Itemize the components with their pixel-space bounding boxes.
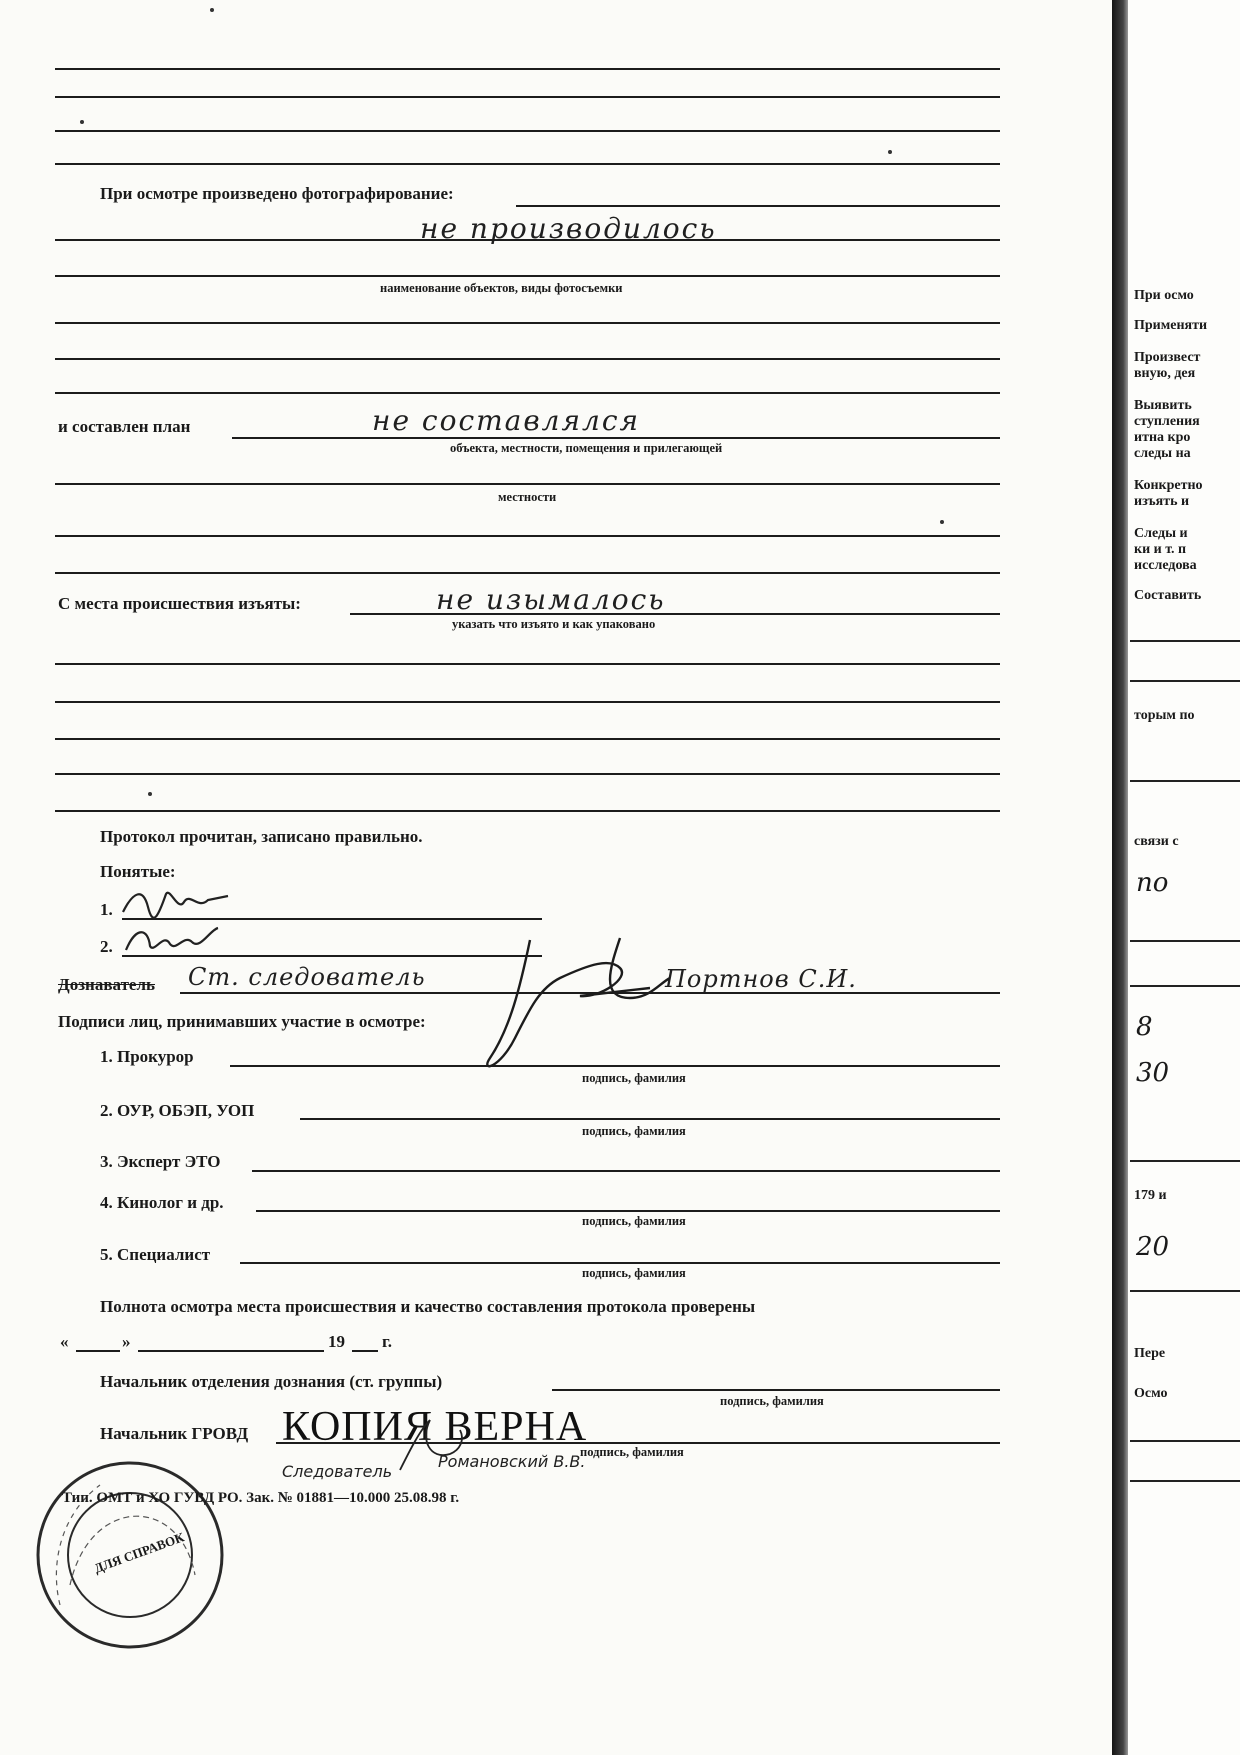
review-date-open: « bbox=[60, 1332, 69, 1351]
investigator-name-handwritten: Портнов С.И. bbox=[665, 965, 857, 993]
edge-line bbox=[1130, 940, 1240, 942]
edge-line bbox=[1130, 780, 1240, 782]
signature-caption: подпись, фамилия bbox=[582, 1266, 686, 1280]
edge-line bbox=[1130, 1290, 1240, 1292]
certifier-name: Романовский В.В. bbox=[438, 1452, 586, 1471]
edge-text: исследова bbox=[1134, 558, 1197, 573]
edge-text: Применяти bbox=[1134, 318, 1208, 333]
edge-line bbox=[1130, 985, 1240, 987]
edge-line bbox=[1130, 1440, 1240, 1442]
edge-text: ки и т. п bbox=[1134, 542, 1187, 557]
edge-handwriting: 30 bbox=[1136, 1058, 1170, 1088]
chief-grovd-caption: подпись, фамилия bbox=[580, 1445, 684, 1459]
edge-text: Пере bbox=[1134, 1346, 1166, 1361]
participant-specialist-line bbox=[240, 1262, 1000, 1264]
review-year-suffix: г. bbox=[382, 1332, 393, 1351]
seized-caption: указать что изъято и как упаковано bbox=[452, 617, 656, 631]
witness-2-number: 2. bbox=[100, 937, 113, 956]
participant-expert-line bbox=[252, 1170, 1000, 1172]
protocol-read-text: Протокол прочитан, записано правильно. bbox=[100, 827, 423, 846]
participant-our-line bbox=[300, 1118, 1000, 1120]
photo-label: При осмотре произведено фотографирование: bbox=[100, 184, 454, 203]
plan-handwritten: не составлялся bbox=[372, 404, 641, 437]
investigator-label: Дознаватель bbox=[58, 975, 155, 994]
edge-text: Выявить bbox=[1134, 398, 1192, 413]
participant-cynologist-line bbox=[256, 1210, 1000, 1212]
participant-cynologist: 4. Кинолог и др. bbox=[100, 1193, 224, 1212]
edge-text: следы на bbox=[1134, 446, 1191, 461]
plan-caption-1: объекта, местности, помещения и прилегающей bbox=[450, 441, 723, 455]
ruled-line bbox=[55, 130, 1000, 132]
witness-1-number: 1. bbox=[100, 900, 113, 919]
review-text: Полнота осмотра места происшествия и качество составления протокола проверены bbox=[100, 1297, 756, 1316]
chief-grovd-label: Начальник ГРОВД bbox=[100, 1424, 249, 1443]
edge-text: Составить bbox=[1134, 588, 1202, 603]
review-date-close: » bbox=[122, 1332, 131, 1351]
witness-2-signature bbox=[118, 920, 248, 960]
ruled-line bbox=[55, 275, 1000, 277]
edge-line bbox=[1130, 1480, 1240, 1482]
investigator-position-handwritten: Ст. следователь bbox=[188, 963, 426, 991]
edge-handwriting: 20 bbox=[1136, 1232, 1170, 1262]
ruled-line bbox=[55, 483, 1000, 485]
photo-caption: наименование объектов, виды фотосъемки bbox=[380, 281, 623, 295]
printer-imprint: Тип. ОМТ и ХО ГУВД РО. Зак. № 01881—10.000 25.08.98 г. bbox=[62, 1490, 460, 1506]
participant-expert: 3. Эксперт ЭТО bbox=[100, 1152, 221, 1171]
ruled-line bbox=[55, 663, 1000, 665]
photo-line bbox=[516, 205, 1000, 207]
participant-prosecutor: 1. Прокурор bbox=[100, 1047, 194, 1066]
seized-handwritten: не изымалось bbox=[436, 583, 666, 616]
chief-dept-caption: подпись, фамилия bbox=[720, 1394, 824, 1408]
adjacent-page-edge bbox=[1112, 0, 1240, 1755]
photo-handwritten: не производилось bbox=[420, 212, 717, 245]
certifier-signature bbox=[390, 1410, 470, 1480]
edge-text: Осмо bbox=[1134, 1386, 1168, 1401]
edge-text: ступления bbox=[1134, 414, 1200, 429]
signature-caption: подпись, фамилия bbox=[582, 1214, 686, 1228]
edge-line bbox=[1130, 680, 1240, 682]
edge-text: При осмо bbox=[1134, 288, 1194, 303]
investigator-signature bbox=[470, 928, 690, 1078]
edge-text: вную, дея bbox=[1134, 366, 1196, 381]
ruled-line bbox=[55, 392, 1000, 394]
ruled-line bbox=[55, 322, 1000, 324]
edge-line bbox=[1130, 1160, 1240, 1162]
review-day-line bbox=[76, 1350, 120, 1352]
speck bbox=[80, 120, 84, 124]
chief-dept-line bbox=[552, 1389, 1000, 1391]
edge-text: изъять и bbox=[1134, 494, 1190, 509]
participant-our: 2. ОУР, ОБЭП, УОП bbox=[100, 1101, 255, 1120]
review-month-line bbox=[138, 1350, 324, 1352]
review-year-line bbox=[352, 1350, 378, 1352]
speck bbox=[148, 792, 152, 796]
participants-label: Подписи лиц, принимавших участие в осмотре: bbox=[58, 1012, 426, 1031]
edge-text: связи с bbox=[1134, 834, 1179, 849]
edge-text: 179 и bbox=[1134, 1188, 1167, 1203]
speck bbox=[940, 520, 944, 524]
seized-label: С места происшествия изъяты: bbox=[58, 594, 301, 613]
speck bbox=[888, 150, 892, 154]
participant-specialist: 5. Специалист bbox=[100, 1245, 211, 1264]
edge-text: Следы и bbox=[1134, 526, 1188, 541]
ruled-line bbox=[55, 572, 1000, 574]
plan-line bbox=[232, 437, 1000, 439]
seal-text: ДЛЯ СПРАВОК bbox=[92, 1529, 187, 1576]
review-year: 19 bbox=[328, 1332, 345, 1351]
witness-1-signature bbox=[118, 882, 248, 922]
ruled-line bbox=[55, 701, 1000, 703]
edge-text: итна кро bbox=[1134, 430, 1191, 445]
speck bbox=[210, 8, 214, 12]
edge-text: торым по bbox=[1134, 708, 1195, 723]
plan-label: и составлен план bbox=[58, 417, 191, 436]
ruled-line bbox=[55, 96, 1000, 98]
copy-certified-stamp: КОПИЯ ВЕРНА bbox=[282, 1404, 588, 1450]
edge-handwriting: 8 bbox=[1136, 1012, 1153, 1042]
participant-prosecutor-line bbox=[230, 1065, 1000, 1067]
ruled-line bbox=[55, 810, 1000, 812]
edge-line bbox=[1130, 640, 1240, 642]
edge-handwriting: по bbox=[1136, 868, 1169, 898]
ruled-line bbox=[55, 773, 1000, 775]
signature-caption: подпись, фамилия bbox=[582, 1124, 686, 1138]
scan-shadow bbox=[1112, 0, 1128, 1755]
edge-text: Конкретно bbox=[1134, 478, 1203, 493]
plan-caption-2: местности bbox=[498, 490, 557, 504]
chief-dept-label: Начальник отделения дознания (ст. группы) bbox=[100, 1372, 443, 1391]
ruled-line bbox=[55, 239, 1000, 241]
ruled-line bbox=[55, 738, 1000, 740]
ruled-line bbox=[55, 68, 1000, 70]
edge-text: Произвест bbox=[1134, 350, 1201, 365]
ruled-line bbox=[55, 535, 1000, 537]
ruled-line bbox=[55, 163, 1000, 165]
witnesses-label: Понятые: bbox=[100, 862, 176, 881]
signature-caption: подпись, фамилия bbox=[582, 1071, 686, 1085]
ruled-line bbox=[55, 358, 1000, 360]
certifier-role: Следователь bbox=[282, 1462, 393, 1481]
